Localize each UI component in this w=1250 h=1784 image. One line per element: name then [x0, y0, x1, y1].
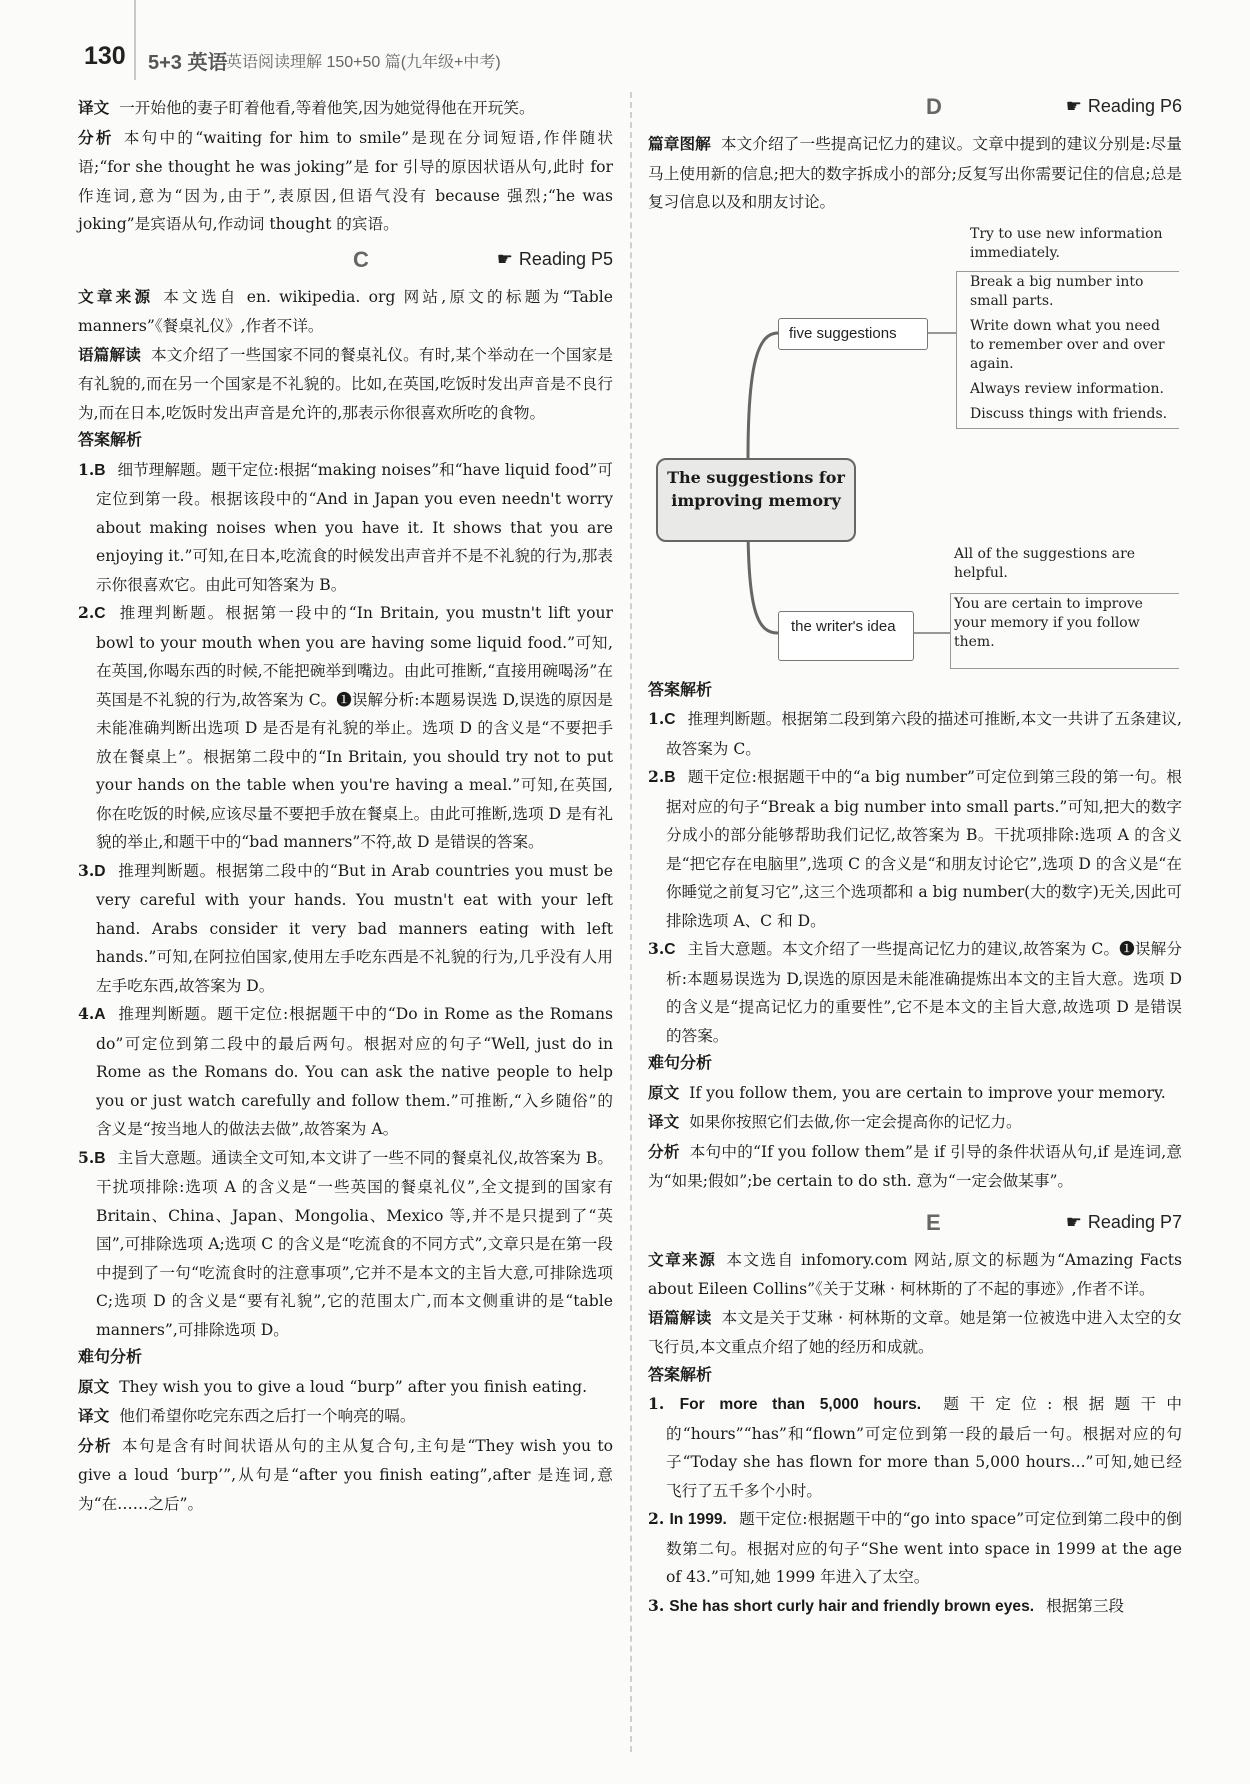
section-letter: D — [926, 94, 942, 119]
answer-item — [648, 1390, 1182, 1505]
answer-choice: C — [664, 711, 676, 728]
answer-number: 3. — [648, 939, 665, 958]
answer-item — [78, 1000, 613, 1144]
reading-summary-text: 本文介绍了一些国家不同的餐桌礼仪。有时,某个举动在一个国家是有礼貌的,而在另一个国家是不礼貌的。比如,在英国,吃饭时发出声音是不良行为,而在日本,吃饭时发出声音是允许的,那表示你很喜欢所吃的食物。 — [78, 345, 613, 422]
reading-summary-text: 本文是关于艾琳 · 柯林斯的文章。她是第一位被选中进入太空的女飞行员,本文重点介绍了她的经历和成就。 — [648, 1308, 1182, 1356]
original-sentence — [78, 1373, 613, 1403]
sentence-analysis — [648, 1138, 1182, 1196]
answer-explanation: 主旨大意题。通读全文可知,本文讲了一些不同的餐桌礼仪,故答案为 B。干扰项排除:选项 A 的含义是“一些英国的餐桌礼仪”,全文提到的国家有 Britain、China、Japan、Mongolia、Mexico 等,并不是只提到了“英国”,可排除选项 A;选项 C 的含义是“吃流食的不同方式”,文章只是在第一段中提到了一句“吃流食时的注意事项”,它并不是本文的主旨大意,可排除选项 C;选项 D 的含义是“要有礼貌”,它的范围太广,而本文侧重讲的是“table manners”,可排除选项 D。 — [96, 1148, 613, 1339]
brand-logo: 5+3 英语 — [148, 52, 228, 74]
source-text: 本文选自 infomory.com 网站,原文的标题为“Amazing Facts about Eileen Collins”《关于艾琳 · 柯林斯的了不起的事迹》,作者不详。 — [648, 1250, 1182, 1298]
reading-summary — [648, 1304, 1182, 1362]
answer-choice: D — [94, 862, 106, 880]
answer-explanation: 题干定位:根据题干中的“a big number”可定位到第三段的第一句。根据对应的句子“Break a big number into small parts.”可知,把大的数字分成小的部分能够帮助我们记忆,故答案为 B。干扰项排除:选项 A 的含义是“把它存在电脑里”,选项 C 的含义是“和朋友讨论它”,选项 D 的含义是“在你睡觉之前复习它”,这三个选项都和 a big number(大的数字)无关,因此可排除选项 A、C 和 D。 — [666, 768, 1182, 930]
reading-ref-text: Reading P5 — [518, 248, 613, 269]
label-yuanwen: 原文 — [648, 1084, 680, 1102]
translation-text: 如果你按照它们去做,你一定会提高你的记忆力。 — [689, 1113, 1022, 1131]
reading-ref — [1066, 1212, 1182, 1233]
header-divider — [134, 0, 136, 80]
answer-number: 3. — [78, 860, 95, 880]
sentence-translation — [78, 1402, 613, 1432]
answer-number: 1. — [78, 459, 95, 479]
structure-paragraph — [648, 130, 1182, 217]
branch-writers-idea: the writer's idea — [778, 611, 914, 661]
answers-heading: 答案解析 — [78, 432, 143, 449]
connector-upper — [748, 333, 788, 458]
label-yuanwen: 原文 — [78, 1378, 110, 1396]
answer-item — [78, 857, 613, 1001]
difficult-heading: 难句分析 — [648, 1055, 713, 1072]
answer-explanation: 推理判断题。根据第一段中的“In Britain, you mustn't lift your bowl to your mouth when you are having some liquid food.”可知,在英国,你喝东西的时候,不能把碗举到嘴边。由此可推断,“直接用碗喝汤”在英国是不礼貌的行为,故答案为 C。❶误解分析:本题易误选 D,误选的原因是未能准确判断出选项 D 是否是有礼貌的举止。选项 D 的含义是“不要把手放在餐桌上”。根据第二段中的“In Britain, you should try not to put your hands on the table when you're having a meal.”可知,在英国,你在吃饭的时候,应该尽量不要把手放在餐桌上。由此可推断,选项 D 是有礼貌的举止,和题干中的“bad manners”不符,故 D 是错误的答案。 — [96, 604, 613, 851]
label-fenxi: 分析 — [648, 1143, 680, 1161]
column-divider — [630, 92, 632, 1752]
translation-paragraph — [78, 94, 613, 124]
answer-number: 1. — [648, 709, 665, 728]
suggestion-leaf: Always review information. — [970, 380, 1164, 397]
hand-pointer-icon: ☛ — [1065, 1211, 1082, 1232]
answer-item — [78, 456, 613, 600]
label-reading: 语篇解读 — [78, 346, 142, 364]
original-text: If you follow them, you are certain to improve your memory. — [689, 1083, 1166, 1102]
analysis-paragraph — [78, 124, 613, 239]
answer-choice: B — [94, 1149, 106, 1167]
answer-choice: C — [664, 941, 676, 958]
page-number: 130 — [84, 42, 126, 70]
suggestion-leaf: Break a big number into small parts. — [970, 273, 1144, 309]
answer-item — [648, 763, 1182, 935]
idea-leaf: All of the suggestions are helpful. — [954, 545, 1136, 581]
translation-text: 他们希望你吃完东西之后打一个响亮的嗝。 — [119, 1407, 416, 1425]
reading-ref — [497, 249, 613, 270]
answer-choice: In 1999. — [669, 1511, 727, 1528]
section-e-header — [648, 1210, 1182, 1246]
answer-choice: For more than 5,000 hours. — [679, 1396, 922, 1413]
answer-explanation: 细节理解题。题干定位:根据“making noises”和“have liquid food”可定位到第一段。根据该段中的“And in Japan you even needn't worry about making noises when you have it. It shows that you are enjoying it.”可知,在日本,吃流食的时候发出声音并不是不礼貌的行为,那表示你很喜欢它。由此可知答案为 B。 — [96, 460, 613, 594]
section-c-header — [78, 247, 613, 283]
answer-choice: B — [664, 769, 676, 786]
answer-item — [648, 705, 1182, 763]
mind-map — [648, 223, 1182, 673]
answer-number: 5. — [78, 1147, 95, 1167]
suggestion-leaf: Discuss things with friends. — [970, 405, 1168, 422]
sentence-analysis — [78, 1432, 613, 1519]
source-paragraph — [648, 1246, 1182, 1304]
answer-number: 2. — [648, 767, 665, 786]
answer-number: 1. — [648, 1394, 665, 1413]
book-title: 英语阅读理解 150+50 篇(九年级+中考) — [226, 54, 501, 71]
answer-number: 3. — [648, 1595, 665, 1615]
analysis-text: 本句是含有时间状语从句的主从复合句,主句是“They wish you to give a loud ‘burp’”,从句是“after you finish eating”,after 是连词,意为“在……之后”。 — [78, 1436, 613, 1513]
label-yiwen: 译文 — [78, 1408, 110, 1425]
difficult-heading: 难句分析 — [78, 1349, 143, 1366]
label-fenxi: 分析 — [78, 129, 114, 147]
label-yiwen: 译文 — [648, 1114, 680, 1131]
suggestion-leaf: Try to use new information immediately. — [970, 225, 1163, 261]
answer-item — [648, 935, 1182, 1050]
label-source: 文章来源 — [78, 288, 154, 306]
answer-number: 4. — [78, 1004, 95, 1023]
answer-explanation: 根据第三段 — [1046, 1596, 1125, 1615]
label-source: 文章来源 — [648, 1251, 717, 1269]
structure-text: 本文介绍了一些提高记忆力的建议。文章中提到的建议分别是:尽量马上使用新的信息;把大的数字拆成小的部分;反复写出你需要记住的信息;总是复习信息以及和朋友讨论。 — [648, 135, 1182, 211]
original-text: They wish you to give a loud “burp” after you finish eating. — [119, 1377, 588, 1396]
section-letter: E — [926, 1209, 941, 1235]
branch-five-suggestions: five suggestions — [778, 318, 928, 350]
answer-item — [78, 1144, 613, 1345]
answer-explanation: 题干定位:根据题干中的“go into space”可定位到第二段中的倒数第二句。根据对应的句子“She went into space in 1999 at the age of 43.”可知,她 1999 年进入了太空。 — [666, 1510, 1182, 1586]
reading-summary — [78, 341, 613, 428]
answer-explanation: 推理判断题。根据第二段中的“But in Arab countries you must be very careful with your hands. You mustn't eat with your left hand. Arabs consider it very bad manners eating with left hands.”可知,在阿拉伯国家,使用左手吃东西是不礼貌的行为,几乎没有人用左手吃东西,故答案为 D。 — [96, 861, 613, 995]
answer-explanation: 推理判断题。题干定位:根据题干中的“Do in Rome as the Romans do”可定位到第二段中的最后两句。根据对应的句子“Well, just do in Rome as the Romans do. You can ask the native people to help you or just watch carefully and follow them.”可推断,“入乡随俗”的含义是“按当地人的做法去做”,故答案为 A。 — [96, 1005, 613, 1138]
answer-choice: B — [94, 461, 106, 479]
answers-heading: 答案解析 — [648, 681, 713, 699]
analysis-text: 本句中的“waiting for him to smile”是现在分词短语,作伴随状语;“for she thought he was joking”是 for 引导的原因状语从句,此时 for 作连词,意为“因为,由于”,表原因,但语气没有 because 强烈;“he was joking”是宾语从句,作动词 thought 的宾语。 — [78, 128, 613, 233]
page-header — [0, 0, 1250, 80]
section-d-header — [648, 94, 1182, 130]
label-tujie: 篇章图解 — [648, 136, 711, 153]
answer-explanation: 推理判断题。根据第二段到第六段的描述可推断,本文一共讲了五条建议,故答案为 C。 — [666, 710, 1182, 758]
reading-ref — [1066, 96, 1182, 117]
left-column — [78, 94, 613, 1518]
reading-ref-text: Reading P6 — [1087, 96, 1182, 116]
answer-item — [78, 599, 613, 857]
label-yiwen: 译文 — [78, 100, 110, 117]
answer-explanation: 主旨大意题。本文介绍了一些提高记忆力的建议,故答案为 C。❶误解分析:本题易误选为 D,误选的原因是未能准确提炼出本文的主旨大意。选项 D 的含义是“提高记忆力的重要性”,它不是本文的主旨大意,故选项 D 是错误的答案。 — [666, 940, 1182, 1045]
answer-explanation: 题干定位:根据题干中的“hours”“has”和“flown”可定位到第一段的最后一句。根据对应的句子“Today she has flown for more than 5,000 hours...”可知,她已经飞行了五千多个小时。 — [666, 1395, 1182, 1500]
hand-pointer-icon: ☛ — [496, 248, 513, 269]
answer-item — [648, 1505, 1182, 1592]
label-reading: 语篇解读 — [648, 1309, 712, 1327]
analysis-text: 本句中的“If you follow them”是 if 引导的条件状语从句,if 是连词,意为“如果;假如”;be certain to do sth. 意为“一定会做某事”。 — [648, 1142, 1182, 1190]
translation-text: 一开始他的妻子盯着他看,等着他笑,因为她觉得他在开玩笑。 — [119, 99, 535, 117]
label-fenxi: 分析 — [78, 1437, 112, 1455]
mind-map-core: The suggestions for improving memory — [656, 458, 856, 542]
sentence-translation — [648, 1108, 1182, 1138]
answer-item — [648, 1592, 1182, 1622]
answer-choice: C — [94, 605, 106, 622]
source-paragraph — [78, 283, 613, 341]
suggestion-leaf: Write down what you need to remember over and over again. — [970, 317, 1165, 372]
answer-choice: A — [94, 1006, 106, 1023]
right-column — [648, 94, 1182, 1621]
section-letter: C — [353, 246, 369, 272]
answers-heading: 答案解析 — [648, 1366, 713, 1384]
source-text: 本文选自 en. wikipedia. org 网站,原文的标题为“Table manners”《餐桌礼仪》,作者不详。 — [78, 287, 613, 335]
answer-choice: She has short curly hair and friendly brown eyes. — [669, 1597, 1035, 1615]
reading-ref-text: Reading P7 — [1087, 1211, 1182, 1232]
hand-pointer-icon: ☛ — [1065, 96, 1082, 116]
answer-number: 2. — [648, 1509, 665, 1528]
idea-leaf: You are certain to improve your memory if you follow them. — [954, 595, 1143, 650]
answer-number: 2. — [78, 603, 95, 622]
original-sentence — [648, 1079, 1182, 1109]
